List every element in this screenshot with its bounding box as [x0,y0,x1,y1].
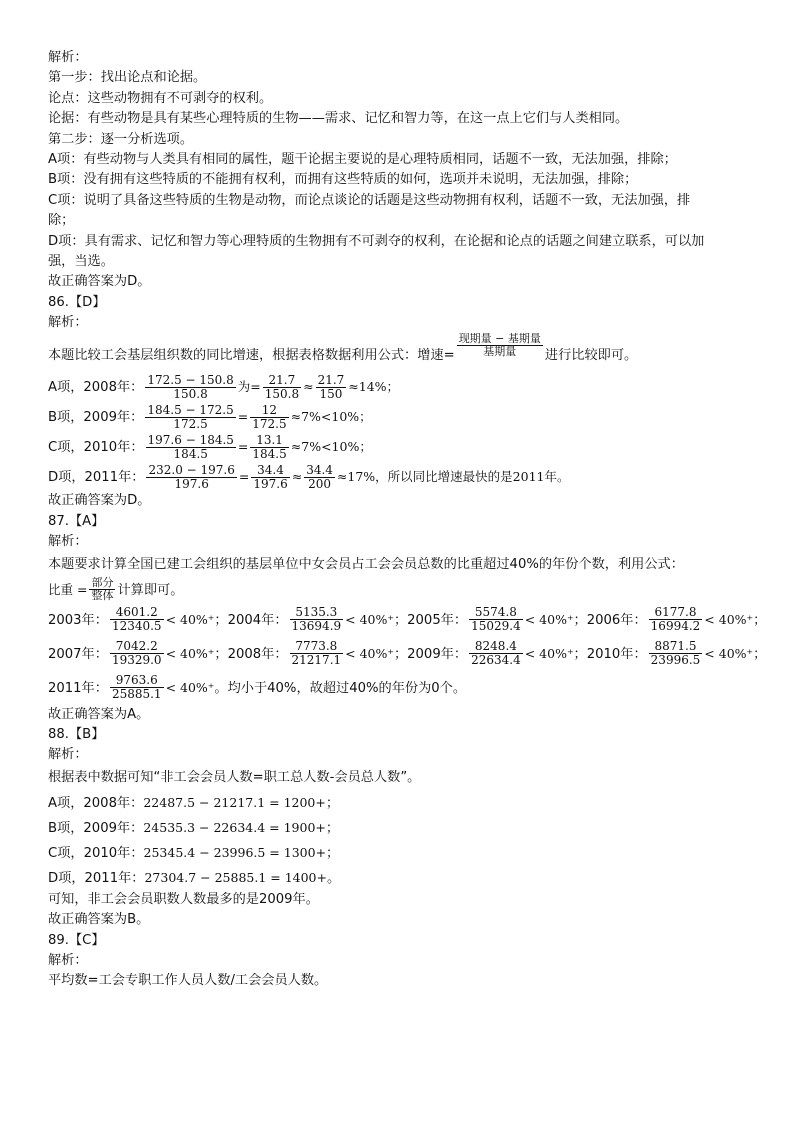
ratio-fraction [649,606,703,633]
difference-fraction-numerator: 197.6 − 184.5 [147,432,234,447]
q88-row [48,865,752,890]
separator: ； [753,646,767,662]
q86-intro [48,333,752,371]
comparison: < 40%⁺ [165,679,215,695]
ratio-fraction-numerator: 8248.4 [469,640,523,654]
ratio-fraction [649,640,703,667]
ratio-fraction-numerator: 5135.3 [290,606,344,620]
q87-formula-line [48,577,752,603]
separator: ； [214,646,228,662]
row-label: A项，2008年： [48,795,144,811]
ratio-fraction-denominator: 13694.9 [291,619,342,634]
growth-fraction [250,434,288,461]
separator: ； [214,612,228,628]
q88-answer: 故正确答案为B。 [48,912,150,928]
comparison: < 40%⁺ [345,611,394,627]
row-label: D项，2011年： [48,870,145,886]
approx-fraction-numerator: 21.7 [317,372,345,387]
difference-fraction [146,434,236,461]
proportion-formula-denominator: 整体 [91,589,114,603]
difference-fraction-numerator: 232.0 − 197.6 [148,462,235,477]
ratio-fraction [290,606,344,633]
separator: ； [753,612,767,628]
q86-row [48,461,752,491]
difference-fraction-numerator: 184.5 − 172.5 [147,402,234,417]
row-label: C项，2010年： [48,845,144,861]
question-heading-88: 88.【B】 [48,727,105,743]
q88-row [48,815,752,840]
q87-intro: 本题要求计算全国已建工会组织的基层单位中女会员占工会会员总数的比重超过40%的年份个数，利用公式： [48,556,684,572]
text-line: 除； [48,213,75,229]
row-label: B项，2009年： [48,410,144,426]
ratio-fraction-numerator: 7773.8 [290,640,344,654]
approx-sign: ≈ [303,379,314,395]
row-end: ； [325,795,340,811]
ratio-fraction-denominator: 25885.1 [111,687,162,702]
separator: ； [573,646,587,662]
row-result: ≈17%，所以同比增速最快的是2011年。 [336,469,570,485]
equals-sign: 为= [237,379,261,395]
difference-fraction [145,404,235,431]
growth-fraction-numerator: 12 [250,404,288,418]
difference-fraction-denominator: 184.5 [173,446,208,461]
year-label: 2007年： [48,646,108,662]
q86-intro-text: 本题比较工会基层组织数的同比增速，根据表格数据利用公式：增速= [48,348,455,364]
growth-fraction-denominator: 197.6 [253,476,288,491]
q87-rows [48,603,767,705]
proportion-formula [89,577,115,602]
q86-answer: 故正确答案为D。 [48,493,151,509]
q86-row [48,401,752,431]
row-label: A项，2008年： [48,380,144,396]
q89-jiexi: 解析： [48,952,88,968]
difference-fraction [145,374,235,401]
difference-fraction-denominator: 197.6 [174,476,209,491]
ratio-fraction [469,640,523,667]
growth-fraction [263,374,301,401]
ratio-fraction-numerator: 8871.5 [649,640,703,654]
text-line: B项：没有拥有这些特质的不能拥有权利，而拥有这些特质的如何，选项并未说明，无法加强，排除； [48,172,638,188]
growth-formula-numerator: 现期量 − 基期量 [458,332,541,346]
question-heading-87: 87.【A】 [48,513,105,529]
ratio-fraction-numerator: 6177.8 [649,606,703,620]
approx-fraction [304,464,335,491]
year-label: 2005年： [407,612,468,628]
equals-sign: = [237,439,249,455]
comparison: < 40%⁺ [165,645,215,661]
q86-intro-end: 进行比较即可。 [544,348,638,364]
document-page [48,48,767,992]
approx-fraction-denominator: 200 [308,476,331,491]
ratio-fraction [469,606,523,633]
row-end: 。 [326,870,341,886]
comparison: < 40%⁺ [345,645,394,661]
approx-sign: ≈ [291,469,303,485]
q87-row [48,603,767,637]
separator: ； [573,612,587,628]
text-line: C项：说明了具备这些特质的生物是动物，而论点谈论的话题是这些动物拥有权利，话题不一致，无法加强，排 [48,192,691,208]
subtraction-expression: 22487.5 − 21217.1 = 1200+ [143,794,326,810]
q88-row [48,790,752,815]
q87-jiexi: 解析： [48,534,88,550]
growth-formula [457,333,543,358]
year-label: 2004年： [227,612,288,628]
text-line: 解析： [48,315,88,331]
q87-formula-end: 计算即可。 [117,582,184,598]
ratio-fraction [110,674,164,701]
ratio-fraction-numerator: 5574.8 [469,606,523,620]
difference-fraction-numerator: 172.5 − 150.8 [147,372,234,387]
text-line: 强，当选。 [48,253,114,269]
comparison: < 40%⁺ [524,645,574,661]
row-label: D项，2011年： [48,470,145,486]
growth-fraction [250,404,288,431]
growth-formula-denominator: 基期量 [483,345,517,359]
difference-fraction [146,464,236,491]
comparison: < 40%⁺ [704,645,754,661]
growth-fraction [251,464,289,491]
ratio-fraction-denominator: 19329.0 [111,653,162,668]
question-heading-86: 86.【D】 [48,294,106,310]
ratio-fraction-denominator: 12340.5 [111,619,162,634]
q88-conclusion: 可知，非工会会员职数人数最多的是2009年。 [48,891,319,907]
q86-row [48,371,752,401]
text-line: 论点：这些动物拥有不可剥夺的权利。 [48,90,273,106]
year-label: 2006年： [586,612,647,628]
growth-fraction-denominator: 172.5 [252,416,287,431]
q89-text: 平均数=工会专职工作人员人数/工会会员人数。 [48,973,328,989]
q86-rows [48,371,752,491]
ratio-fraction [110,640,164,667]
row-label: C项，2010年： [48,440,144,456]
row-result: ≈14%； [348,379,400,395]
growth-fraction-numerator: 13.1 [250,434,288,448]
ratio-fraction-denominator: 16994.2 [650,619,701,634]
equals-sign: = [238,469,250,485]
text-line: 解析： [48,50,88,65]
approx-fraction-denominator: 150 [319,386,343,401]
approx-fraction-numerator: 34.4 [306,462,333,477]
growth-fraction-denominator: 184.5 [252,446,287,461]
year-label: 2008年： [227,646,288,662]
proportion-formula-numerator: 部分 [91,576,114,590]
q86-row [48,431,752,461]
q87-row [48,671,752,705]
row-result: ≈7%<10%； [290,439,372,455]
ratio-fraction-numerator: 4601.2 [110,606,164,620]
growth-fraction-numerator: 34.4 [251,464,289,478]
approx-fraction [316,374,347,401]
proportion-formula-lhs: 比重 = [48,581,88,597]
subtraction-expression: 25345.4 − 23996.5 = 1300+ [143,844,327,860]
separator: 。均小于40%，故超过40%的年份为0个。 [214,680,467,696]
text-line: A项：有些动物与人类具有相同的属性，题干论据主要说的是心理特质相同，话题不一致，无法加强，排除； [48,151,677,167]
separator: ； [393,646,408,662]
row-label: B项，2009年： [48,820,144,836]
subtraction-expression: 27304.7 − 25885.1 = 1400+ [144,869,327,885]
q88-rows [48,790,752,890]
ratio-fraction-denominator: 22634.4 [471,653,521,668]
subtraction-expression: 24535.3 − 22634.4 = 1900+ [143,819,326,835]
year-label: 2003年： [48,612,108,628]
q87-answer: 故正确答案为A。 [48,706,150,722]
equals-sign: = [237,409,249,425]
difference-fraction-denominator: 172.5 [173,416,208,431]
question-heading-89: 89.【C】 [48,932,105,948]
ratio-fraction-denominator: 15029.4 [471,619,521,634]
text-line: 第二步：逐一分析选项。 [48,131,194,147]
q88-intro: 根据表中数据可知“非工会会员人数=职工总人数-会员总人数”。 [48,769,421,785]
difference-fraction-denominator: 150.8 [173,386,208,401]
ratio-fraction-numerator: 9763.6 [110,674,164,688]
row-result: ≈7%<10%； [290,409,372,425]
ratio-fraction [290,640,344,667]
year-label: 2011年： [48,680,108,696]
ratio-fraction [110,606,164,633]
q88-row [48,840,752,865]
separator: ； [393,612,408,628]
year-label: 2009年： [407,646,468,662]
text-line: 第一步：找出论点和论据。 [48,70,207,86]
comparison: < 40%⁺ [165,611,215,627]
growth-fraction-numerator: 21.7 [263,374,301,388]
text-line: 故正确答案为D。 [48,274,151,290]
growth-fraction-denominator: 150.8 [264,386,300,401]
text-line: D项：具有需求、记忆和智力等心理特质的生物拥有不可剥夺的权利，在论据和论点的话题之间建立联系，可以加 [48,233,705,249]
comparison: < 40%⁺ [704,611,754,627]
row-end: ； [326,845,340,861]
q88-jiexi: 解析： [48,747,88,763]
ratio-fraction-denominator: 23996.5 [650,653,701,668]
ratio-fraction-denominator: 21217.1 [291,653,342,668]
year-label: 2010年： [586,646,647,662]
comparison: < 40%⁺ [524,611,574,627]
text-line: 论据：有些动物是具有某些心理特质的生物——需求、记忆和智力等，在这一点上它们与人类相同。 [48,111,629,127]
q87-row [48,637,767,671]
ratio-fraction-numerator: 7042.2 [110,640,164,654]
row-end: ； [325,820,340,836]
